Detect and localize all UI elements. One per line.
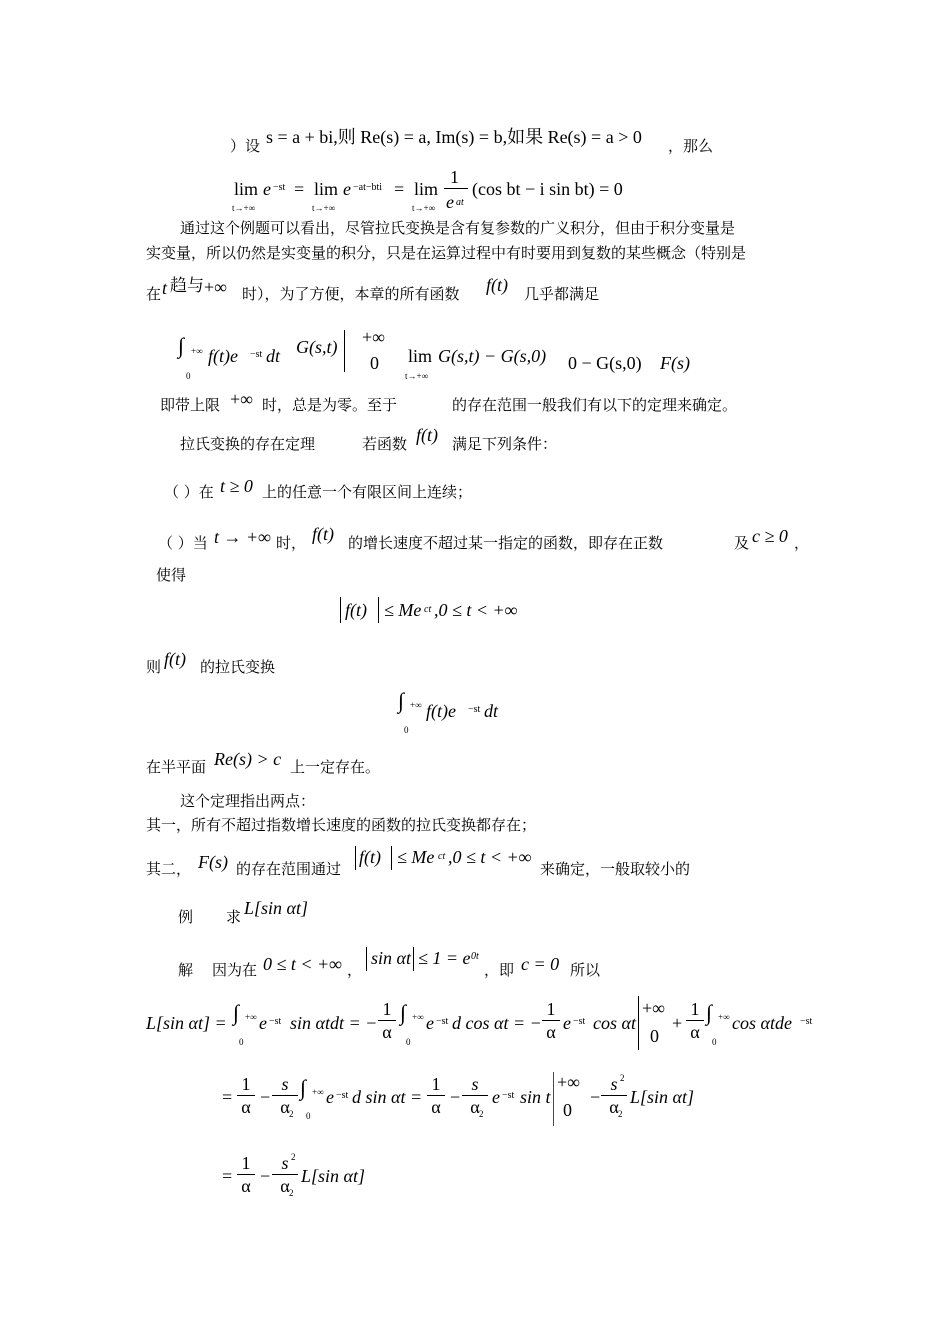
eq2-eq: = [222, 1087, 233, 1107]
theorem-c: 满足下列条件： [452, 435, 558, 453]
cond2-b: 时， [276, 534, 307, 552]
eq1-frac-1-bar [378, 1020, 396, 1021]
eq1-t1b: sin αtdt = − [290, 1013, 378, 1033]
eq1-frac-1-num: 1 [382, 999, 392, 1019]
line-setup-prefix: ）设 [230, 137, 261, 155]
para1-line1: 通过这个例题可以看出，尽管拉氏变换是含有复参数的广义积分，但由于积分变量是 [180, 219, 736, 237]
lt-sup: −st [468, 704, 481, 715]
eq1-int-3: ∫ [706, 1000, 713, 1025]
eq2-frac-1-num: 1 [241, 1074, 251, 1094]
eq2-t2b: sin t [520, 1087, 551, 1107]
then-b: 的拉氏变换 [200, 658, 276, 676]
sol-range: 0 ≤ t < +∞ [263, 954, 343, 974]
eq1-frac-1-den: α [382, 1022, 392, 1042]
eq2-frac-3-den: α [431, 1097, 441, 1117]
eq1-t4: cos αtde [732, 1013, 792, 1033]
points-two-c: 来确定，一般取较小的 [540, 860, 691, 878]
half-b: 上一定存在。 [290, 758, 381, 776]
eq2-frac-4 [462, 1075, 488, 1116]
eq2-eval-bar [553, 1072, 554, 1126]
eq2-frac-1 [237, 1075, 255, 1116]
integrand: f(t)e [208, 346, 238, 366]
example-expr: L[sin αt] [244, 898, 308, 918]
abs-left [340, 597, 341, 623]
eq2-int: ∫ [300, 1075, 307, 1100]
exp-2-sup: −at−bti [353, 182, 383, 193]
eq1-int-1-up: +∞ [245, 1012, 257, 1022]
eq2-eval-lower: 0 [563, 1100, 572, 1120]
line-setup-suffix: ，那么 [668, 137, 714, 155]
eq-1: = [294, 179, 305, 199]
eq1-t2b: d cos αt = − [452, 1013, 542, 1033]
para2-inf: +∞ [230, 389, 253, 409]
eq1-frac-2-bar [542, 1020, 560, 1021]
lim-1-sub: t→+∞ [232, 203, 255, 213]
para2-a: 即带上限 [160, 396, 221, 414]
eq2-frac-4-sq: 2 [479, 1109, 484, 1119]
eq1-frac-3-num: 1 [690, 999, 700, 1019]
exp-1: e [263, 179, 271, 199]
sol-le: ≤ 1 = e [418, 948, 471, 968]
half-expr: Re(s) > c [214, 749, 282, 769]
para2-b: 时，总是为零。至于 [262, 396, 398, 414]
eq1-plus: + [672, 1013, 683, 1033]
eq1-t2-sup: −st [436, 1016, 449, 1027]
lim-2: lim [314, 179, 339, 199]
lim-4-sub: t→+∞ [405, 371, 428, 381]
eq3-frac-1 [237, 1154, 255, 1195]
integrand-dt: dt [266, 346, 281, 366]
eq2-frac-2-bar [272, 1095, 298, 1096]
eq2-minus-2: − [590, 1087, 601, 1107]
lt-low: 0 [404, 725, 409, 735]
eq1-t1: e [259, 1013, 267, 1033]
para1-f: f(t) [486, 275, 508, 295]
points-two-b: 的存在范围通过 [236, 860, 342, 878]
eq3-frac-2-num-sq: 2 [291, 1152, 296, 1162]
eq1-t3: e [563, 1013, 571, 1033]
para2-c: 的存在范围一般我们有以下的定理来确定。 [452, 396, 738, 414]
eq1-t2: e [426, 1013, 434, 1033]
cond2-e: ， [794, 534, 810, 552]
eq1-int-3-low: 0 [712, 1037, 717, 1047]
para1-line2: 实变量，所以仍然是实变量的积分，只是在运算过程中有时要用到复数的某些概念（特别是 [146, 244, 747, 262]
then-a: 则 [146, 658, 162, 676]
eq1-eval-lower: 0 [650, 1026, 659, 1046]
cond2-cexpr: c ≥ 0 [752, 526, 788, 546]
cond2-c: 的增长速度不超过某一指定的函数，即存在正数 [348, 534, 664, 552]
eq2-int-up: +∞ [312, 1087, 324, 1097]
eq2-t1: e [326, 1087, 334, 1107]
ineq-rest: ,0 ≤ t < +∞ [434, 600, 518, 620]
cond1-expr: t ≥ 0 [220, 476, 253, 496]
lim-4-expr: G(s,t) − G(s,0) [438, 346, 547, 366]
integral-upper: +∞ [191, 346, 203, 356]
lt-dt: dt [484, 701, 499, 721]
lt-up: +∞ [410, 700, 422, 710]
eval-upper-1: +∞ [362, 327, 385, 347]
eq2-frac-4-num: s [471, 1074, 479, 1094]
cond2-f: f(t) [312, 524, 334, 544]
eq1-frac-2 [542, 1000, 560, 1041]
eq2-frac-5-bar [601, 1095, 627, 1096]
eq2-t2-sup: −st [502, 1090, 515, 1101]
sol-label: 解 [178, 961, 194, 979]
eq2-frac-3-bar [427, 1095, 445, 1096]
eq1-int-2-up: +∞ [412, 1012, 424, 1022]
points-abs-left [355, 846, 356, 870]
F-function: F(s) [660, 353, 690, 373]
lim-4: lim [408, 346, 433, 366]
points-abs-right [391, 846, 392, 870]
eq1-frac-2-num: 1 [546, 999, 556, 1019]
theorem-title: 拉氏变换的存在定理 [180, 435, 316, 453]
cond2-d: 及 [734, 534, 750, 552]
eq1-int-2: ∫ [400, 1000, 407, 1025]
eq2-frac-2 [272, 1075, 298, 1116]
points-two-rest: ,0 ≤ t < +∞ [448, 847, 532, 867]
eq2-frac-3-num: 1 [431, 1074, 441, 1094]
line-setup-expr: s = a + bi,则 Re(s) = a, Im(s) = b,如果 Re(s) = a > 0 [266, 127, 642, 147]
eq3-eq: = [222, 1166, 233, 1186]
eq1-frac-1 [378, 1000, 396, 1041]
lim-1: lim [234, 179, 259, 199]
then-f: f(t) [164, 649, 186, 669]
G-function: G(s,t) [296, 337, 338, 357]
eq2-frac-5-num: s [610, 1074, 618, 1094]
eq2-frac-4-bar [462, 1095, 488, 1096]
theorem-f: f(t) [416, 425, 438, 445]
cond1-b: 上的任意一个有限区间上连续； [262, 483, 473, 501]
exp-2: e [343, 179, 351, 199]
eq3-frac-2-num: s [281, 1153, 289, 1173]
points-two-le: ≤ Me [397, 847, 435, 867]
points-two-f: f(t) [359, 847, 381, 867]
sol-abs-right [413, 947, 414, 971]
eq2-t1-sup: −st [336, 1090, 349, 1101]
lim-3: lim [414, 179, 439, 199]
limit-tail: (cos bt − i sin bt) = 0 [472, 179, 623, 199]
eq2-minus-b: − [450, 1087, 461, 1107]
example-label: 例 [178, 908, 194, 926]
eq2-t1b: d sin αt = [352, 1087, 423, 1107]
frac-num: 1 [450, 167, 459, 187]
eq1-int-1: ∫ [233, 1000, 240, 1025]
lim-2-sub: t→+∞ [312, 203, 335, 213]
eq3-frac-2-den-sq: 2 [289, 1188, 294, 1198]
sol-cexpr: c = 0 [521, 954, 560, 974]
ineq-sup: ct [424, 604, 432, 615]
eq3-frac-1-num: 1 [241, 1153, 251, 1173]
sol-abs: sin αt [371, 948, 411, 968]
integrand-sup: −st [250, 349, 263, 360]
cond2-a: （ ）当 [158, 534, 208, 552]
cond2-f2: 使得 [156, 566, 187, 584]
para1-line3c: 时），为了方便，本章的所有函数 [242, 285, 460, 303]
para1-line3a: 在 [146, 285, 162, 303]
eq1-frac-3-den: α [690, 1022, 700, 1042]
eq2-frac-2-sq: 2 [289, 1109, 294, 1119]
points-intro: 这个定理指出两点： [180, 792, 316, 810]
eval-bar-1 [344, 330, 345, 372]
eq2-frac-5-den: α [609, 1097, 619, 1117]
lt-int: ∫ [398, 688, 405, 713]
ineq-le: ≤ Me [384, 600, 422, 620]
eq3-frac-2-den: α [280, 1176, 290, 1196]
eq2-frac-1-bar [237, 1095, 255, 1096]
sol-sup: 0t [471, 951, 479, 962]
eq1-eval-bar [638, 996, 639, 1050]
half-a: 在半平面 [146, 758, 207, 776]
eq3-frac-1-den: α [241, 1176, 251, 1196]
sol-comma: ， [347, 961, 363, 979]
sol-b: 因为在 [212, 961, 258, 979]
para1-line3b: 趋与 [170, 276, 204, 296]
eq3-tail: L[sin αt] [301, 1166, 365, 1186]
sol-c: ，即 [484, 961, 515, 979]
eq1-frac-3-bar [686, 1020, 704, 1021]
eq2-eval-upper: +∞ [557, 1072, 580, 1092]
frac-den: e [446, 192, 454, 212]
eq3-frac-2-bar [272, 1174, 298, 1175]
eq1-t3-sup: −st [573, 1016, 586, 1027]
cond1-a: （ ）在 [164, 483, 214, 501]
abs-right [378, 597, 379, 623]
eq3-frac-1-bar [237, 1174, 255, 1175]
theorem-b: 若函数 [362, 435, 408, 453]
eq1-t4-sup: −st [800, 1016, 813, 1027]
example-ask: 求 [226, 908, 242, 926]
eq1-t3b: cos αt [593, 1013, 636, 1033]
integral-sign: ∫ [178, 333, 185, 358]
frac-den-sup: at [456, 197, 464, 208]
eq2-frac-2-num: s [281, 1074, 289, 1094]
exp-1-sup: −st [273, 182, 286, 193]
eq1-int-1-low: 0 [239, 1037, 244, 1047]
lim-3-sub: t→+∞ [412, 203, 435, 213]
para1-line3d: 几乎都满足 [524, 285, 600, 303]
eq3-minus: − [260, 1166, 271, 1186]
points-two-sup: ct [438, 851, 446, 862]
eq2-minus: − [260, 1087, 271, 1107]
eq2-int-low: 0 [306, 1111, 311, 1121]
eq1-frac-3 [686, 1000, 704, 1041]
eq2-tail: L[sin αt] [630, 1087, 694, 1107]
eq2-frac-2-den: α [280, 1097, 290, 1117]
integral-lower: 0 [186, 371, 191, 381]
points-one: 其一，所有不超过指数增长速度的函数的拉氏变换都存在； [146, 816, 537, 834]
eq2-frac-4-den: α [470, 1097, 480, 1117]
cond2-expr: t → +∞ [214, 527, 271, 547]
sol-abs-left [366, 947, 367, 971]
line4-rest: 0 − G(s,0) [568, 353, 642, 373]
eq1-eval-upper: +∞ [642, 998, 665, 1018]
para1-inf: +∞ [204, 277, 227, 297]
eq2-frac-1-den: α [241, 1097, 251, 1117]
eq1-lhs: L[sin αt] = [146, 1013, 227, 1033]
eq2-frac-5-den-sq: 2 [618, 1109, 623, 1119]
eq2-t2: e [492, 1087, 500, 1107]
eq1-int-2-low: 0 [406, 1037, 411, 1047]
eq2-frac-3 [427, 1075, 445, 1116]
eq1-t1-sup: −st [269, 1016, 282, 1027]
eq1-int-3-up: +∞ [718, 1012, 730, 1022]
points-two-a: 其二， [146, 860, 192, 878]
sol-d: 所以 [570, 961, 601, 979]
ineq-f: f(t) [345, 600, 367, 620]
lt-expr: f(t)e [426, 701, 456, 721]
eq-2: = [394, 179, 405, 199]
eq2-frac-5-num-sq: 2 [620, 1073, 625, 1083]
eval-lower-1: 0 [370, 353, 379, 373]
points-two-F: F(s) [198, 852, 228, 872]
frac-bar [444, 188, 468, 189]
para1-t: t [162, 278, 168, 298]
eq1-frac-2-den: α [546, 1022, 556, 1042]
